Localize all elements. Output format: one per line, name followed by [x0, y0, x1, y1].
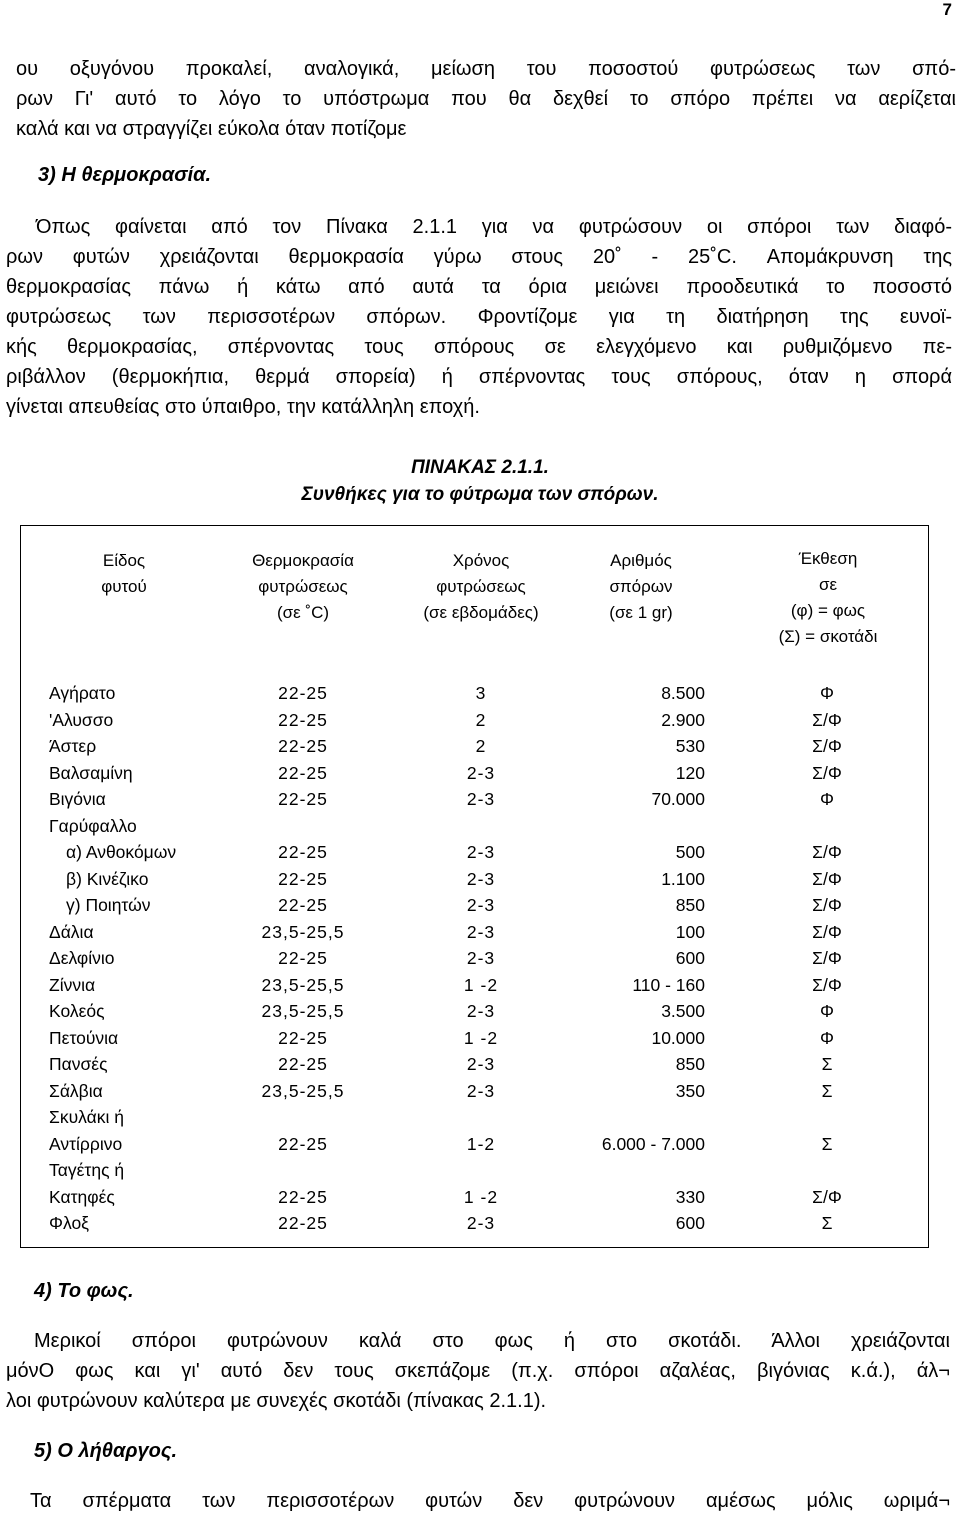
- table-row: [21, 813, 928, 840]
- table-row: [21, 786, 928, 813]
- cell-seeds: 1.100: [661, 868, 705, 889]
- cell-plant: Σκυλάκι ή: [49, 1107, 124, 1127]
- cell-seeds: 330: [675, 1186, 705, 1207]
- cell-temperature: 22-25: [278, 1054, 328, 1074]
- header-plant-type: Είδος φυτού: [101, 551, 147, 596]
- cell-temperature: 22-25: [278, 1186, 328, 1207]
- cell-temperature: 23,5-25,5: [261, 974, 345, 995]
- table-subtitle: Συνθήκες για το φύτρωμα των σπόρων.: [301, 484, 659, 505]
- cell-weeks: 2: [475, 736, 487, 756]
- cell-exposure: Σ/Φ: [812, 948, 842, 968]
- cell-seeds: 70.000: [651, 789, 705, 809]
- cell-weeks: 2-3: [466, 868, 496, 889]
- cell-weeks: 2-3: [466, 1080, 496, 1101]
- cell-weeks: 1 -2: [463, 1186, 499, 1207]
- cell-plant: α) Ανθοκόμων: [66, 842, 177, 862]
- cell-temperature: 22-25: [278, 895, 328, 915]
- cell-seeds: 120: [675, 762, 705, 783]
- cell-exposure: Σ: [821, 1054, 833, 1074]
- cell-exposure: Σ/Φ: [812, 709, 842, 730]
- cell-seeds: 850: [675, 1054, 705, 1074]
- cell-exposure: Σ: [821, 1080, 833, 1101]
- text-line: κής θερμοκρασίας, σπέρνοντας τους σπόρους σε ελεγχόμενο και ρυθμιζόμενο πε-: [6, 336, 952, 358]
- cell-seeds: 10.000: [651, 1027, 705, 1048]
- text-line: ριβάλλον (θερμοκήπια, θερμά σπορεία) ή σπέρνοντας τους σπόρους, όταν η σπορά: [6, 366, 952, 388]
- cell-plant: Σάλβια: [49, 1080, 103, 1101]
- table-row: [21, 945, 928, 972]
- cell-temperature: 22-25: [278, 736, 328, 756]
- cell-exposure: Σ/Φ: [812, 921, 842, 942]
- table-row: [21, 1025, 928, 1052]
- cell-exposure: Σ/Φ: [812, 1186, 842, 1207]
- table-row: [21, 839, 928, 866]
- cell-weeks: 2-3: [466, 921, 496, 942]
- cell-plant: Γαρύφαλλο: [49, 815, 137, 836]
- header-temperature: Θερμοκρασία φυτρώσεως (σε ˚C): [252, 551, 354, 622]
- cell-temperature: 22-25: [278, 1213, 328, 1233]
- cell-weeks: 1 -2: [463, 1027, 499, 1048]
- text-line: μόνΟ φως και γι' αυτό δεν τους σκεπάζομε (π.χ. σπόροι αζαλέας, βιγόνιας κ.ά.), άλ¬: [6, 1360, 950, 1382]
- table-row: [21, 1078, 928, 1105]
- cell-exposure: Φ: [820, 1001, 834, 1021]
- cell-weeks: 1 -2: [463, 974, 499, 995]
- cell-temperature: 22-25: [278, 789, 328, 809]
- section-heading-temperature: 3) Η θερμοκρασία.: [38, 164, 212, 186]
- cell-exposure: Σ/Φ: [812, 895, 842, 915]
- cell-plant: β) Κινέζικο: [66, 868, 149, 889]
- table-row: [21, 866, 928, 893]
- cell-weeks: 2-3: [466, 762, 496, 783]
- cell-weeks: 2-3: [466, 895, 496, 915]
- table-row: [21, 1210, 928, 1237]
- cell-exposure: Σ/Φ: [812, 842, 842, 862]
- cell-weeks: 2-3: [466, 1001, 496, 1021]
- cell-temperature: 23,5-25,5: [261, 921, 345, 942]
- cell-weeks: 2-3: [466, 789, 496, 809]
- cell-plant: Πετούνια: [49, 1027, 119, 1048]
- cell-temperature: 22-25: [278, 842, 328, 862]
- table-title: ΠΙΝΑΚΑΣ 2.1.1.: [411, 457, 549, 478]
- cell-seeds: 100: [675, 921, 705, 942]
- table-row: [21, 998, 928, 1025]
- cell-plant: Πανσές: [49, 1054, 108, 1074]
- intro-paragraph: [16, 54, 956, 144]
- cell-weeks: 3: [475, 683, 487, 703]
- dormancy-paragraph: [6, 1486, 950, 1516]
- text-line: Τα σπέρματα των περισσοτέρων φυτών δεν φυτρώνουν αμέσως μόλις ωριμά¬: [30, 1490, 950, 1512]
- cell-plant: Αντίρρινο: [49, 1133, 123, 1154]
- table-row: [21, 892, 928, 919]
- cell-seeds: 500: [675, 842, 705, 862]
- table-row: [21, 972, 928, 999]
- cell-plant: Κατηφές: [49, 1186, 115, 1207]
- table-row: [21, 1131, 928, 1158]
- cell-exposure: Φ: [820, 1027, 834, 1048]
- cell-exposure: Σ/Φ: [812, 736, 842, 756]
- cell-exposure: Φ: [820, 683, 834, 703]
- table-row: [21, 1157, 928, 1184]
- cell-temperature: 23,5-25,5: [261, 1080, 345, 1101]
- cell-exposure: Σ: [821, 1133, 833, 1154]
- page-number: 7: [942, 0, 952, 19]
- table-body: [21, 680, 928, 1237]
- cell-seeds: 3.500: [661, 1001, 705, 1021]
- text-line: ρων Γι' αυτό το λόγο το υπόστρωμα που θα δεχθεί το σπόρο πρέπει να αερίζεται: [16, 88, 956, 110]
- text-line: ου οξυγόνου προκαλεί, αναλογικά, μείωση του ποσοστού φυτρώσεως των σπό-: [16, 58, 956, 80]
- text-line: ρων φυτών χρειάζονται θερμοκρασία γύρω στους 20˚ - 25˚C. Απομάκρυνση της: [6, 246, 952, 268]
- cell-weeks: 1-2: [466, 1133, 496, 1154]
- cell-seeds: 6.000 - 7.000: [601, 1133, 705, 1154]
- cell-seeds: 350: [675, 1080, 705, 1101]
- header-exposure: Έκθεση σε (φ) = φως (Σ) = σκοτάδι: [778, 549, 878, 646]
- cell-temperature: 23,5-25,5: [261, 1001, 345, 1021]
- cell-exposure: Σ/Φ: [812, 974, 842, 995]
- cell-weeks: 2-3: [466, 1213, 496, 1233]
- cell-seeds: 530: [675, 736, 705, 756]
- section-heading-light: 4) Το φως.: [34, 1280, 134, 1302]
- cell-plant: 'Αλυσσο: [49, 709, 114, 730]
- cell-temperature: 22-25: [278, 868, 328, 889]
- cell-temperature: 22-25: [278, 683, 328, 703]
- table-row: [21, 1184, 928, 1211]
- text-line: φυτρώσεως των περισσοτέρων σπόρων. Φροντίζομε για τη διατήρηση της ευνοϊ-: [6, 306, 952, 328]
- cell-temperature: 22-25: [278, 1133, 328, 1154]
- cell-weeks: 2: [475, 709, 487, 730]
- cell-exposure: Σ/Φ: [812, 762, 842, 783]
- cell-temperature: 22-25: [278, 948, 328, 968]
- cell-plant: Δελφίνιο: [49, 948, 115, 968]
- cell-plant: Βαλσαμίνη: [49, 762, 133, 783]
- cell-seeds: 110 - 160: [632, 974, 705, 995]
- cell-seeds: 8.500: [661, 683, 705, 703]
- table-row: [21, 680, 928, 707]
- cell-temperature: 22-25: [278, 762, 328, 783]
- text-line: Όπως φαίνεται από τον Πίνακα 2.1.1 για να φυτρώσουν οι σπόροι των διαφό-: [36, 216, 952, 238]
- table-row: [21, 1104, 928, 1131]
- text-line: καλά και να στραγγίζει εύκολα όταν ποτίζομε: [16, 118, 407, 140]
- text-line: Μερικοί σπόροι φυτρώνουν καλά στο φως ή στο σκοτάδι. Άλλοι χρειάζονται: [34, 1330, 950, 1352]
- cell-temperature: 22-25: [278, 1027, 328, 1048]
- table-row: [21, 1051, 928, 1078]
- cell-plant: Άστερ: [49, 736, 97, 756]
- section-heading-dormancy: 5) Ο λήθαργος.: [34, 1440, 177, 1462]
- seed-germination-table: [20, 525, 929, 1248]
- cell-weeks: 2-3: [466, 842, 496, 862]
- cell-seeds: 600: [675, 948, 705, 968]
- light-paragraph: [6, 1326, 950, 1416]
- table-row: [21, 919, 928, 946]
- cell-plant: Φλοξ: [49, 1213, 90, 1233]
- header-germination-time: Χρόνος φυτρώσεως (σε εβδομάδες): [423, 551, 539, 622]
- cell-plant: Ζίννια: [49, 974, 96, 995]
- cell-temperature: 22-25: [278, 709, 328, 730]
- cell-seeds: 850: [675, 895, 705, 915]
- table-row: [21, 707, 928, 734]
- cell-exposure: Σ: [821, 1213, 833, 1233]
- header-seed-count: Αριθμός σπόρων (σε 1 gr): [609, 551, 673, 622]
- cell-plant: Κολεός: [49, 1001, 105, 1021]
- cell-seeds: 600: [675, 1213, 705, 1233]
- cell-plant: Ταγέτης ή: [49, 1160, 125, 1180]
- table-row: [21, 760, 928, 787]
- cell-exposure: Σ/Φ: [812, 868, 842, 889]
- cell-plant: Βιγόνια: [49, 789, 106, 809]
- cell-seeds: 2.900: [661, 709, 705, 730]
- cell-plant: Δάλια: [49, 921, 94, 942]
- temperature-paragraph: [6, 212, 952, 422]
- text-line: λοι φυτρώνουν καλύτερα με συνεχές σκοτάδι (πίνακας 2.1.1).: [6, 1390, 547, 1412]
- cell-weeks: 2-3: [466, 1054, 496, 1074]
- text-line: θερμοκρασίας πάνω ή κάτω από αυτά τα όρια μειώνει προοδευτικά το ποσοστό: [6, 276, 952, 298]
- text-line: γίνεται απευθείας στο ύπαιθρο, την κατάλληλη εποχή.: [6, 396, 480, 418]
- cell-plant: Αγήρατο: [49, 683, 116, 703]
- cell-weeks: 2-3: [466, 948, 496, 968]
- cell-plant: γ) Ποιητών: [66, 895, 151, 915]
- table-row: [21, 733, 928, 760]
- cell-exposure: Φ: [820, 789, 834, 809]
